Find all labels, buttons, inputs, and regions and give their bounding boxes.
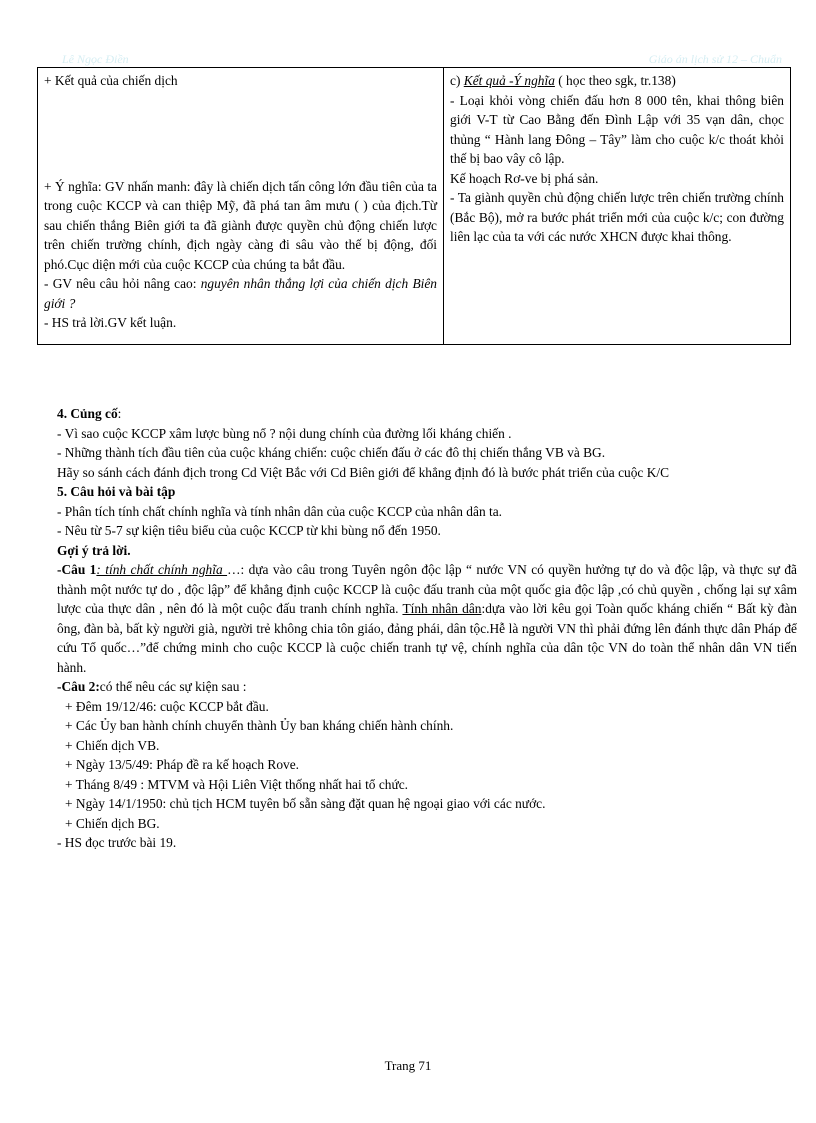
section5-line: - Nêu từ 5-7 sự kiện tiêu biểu của cuộc KCCP từ khi bùng nổ đến 1950. (57, 523, 441, 538)
section4-line: - Những thành tích đầu tiên của cuộc kháng chiến: cuộc chiến đấu ở các đô thị chiến thắng VB và BG. (57, 445, 606, 460)
event-item: + Chiến dịch VB. (65, 737, 160, 753)
event-item: + Tháng 8/49 : MTVM và Hội Liên Việt thống nhất hai tổ chức. (65, 776, 409, 792)
lesson-table (37, 67, 791, 345)
result-heading: + Kết quả của chiến dịch (44, 73, 178, 88)
event-item: + Ngày 13/5/49: Pháp đề ra kế hoạch Rove. (65, 757, 300, 772)
result-text: - Loại khỏi vòng chiến đấu hơn 8 000 tên, khai thông biên giới V-T từ Cao Bằng đến Đình Lập với 35 vạn dân, chọc thủng “ Hành lang Đông – Tây” làm cho cuộc k/c thoát khỏi thế bị bao vây cô lập. (450, 92, 784, 166)
event-item: + Đêm 19/12/46: cuộc KCCP bắt đầu. (65, 698, 269, 714)
plan-text: Kế hoạch Rơ-ve bị phá sản. (450, 170, 599, 186)
section4-line: Hãy so sánh cách đánh địch trong Cd Việt Bắc với Cd Biên giới để khẳng định đó là bước phát triển của cuộc K/C (57, 464, 670, 480)
event-item: + Các Ủy ban hành chính chuyển thành Ủy ban kháng chiến hành chính. (65, 718, 454, 733)
content-cell (444, 68, 791, 345)
result-meaning-heading: c) Kết quả -Ý nghĩa ( học theo sgk, tr.138) (450, 73, 676, 88)
answers-title: Gợi ý trả lời. (57, 542, 131, 558)
event-item: + Ngày 14/1/1950: chủ tịch HCM tuyên bố sẵn sàng đặt quan hệ ngoại giao với các nước. (65, 796, 546, 811)
homework-line: - HS đọc trước bài 19. (57, 835, 177, 850)
header-title: Giáo án lịch sử 12 – Chuẩn (648, 52, 782, 66)
section5-title: 5. Câu hỏi và bài tập (57, 484, 176, 499)
meaning-text-right: - Ta giành quyền chủ động chiến lược trên chiến trường chính (Bắc Bộ), mở ra bước phát triển mới của cuộc k/c; con đường liên lạc của ta với các nước XHCN được khai thông. (450, 190, 784, 244)
section5-line: - Phân tích tính chất chính nghĩa và tính nhân dân của cuộc KCCP của nhân dân ta. (57, 503, 502, 519)
section4-title: 4. Củng cố: (57, 406, 122, 421)
page-number: Trang 71 (384, 1058, 432, 1073)
answer-2: -Câu 2:có thể nêu các sự kiện sau : (57, 679, 247, 694)
conclusion-text: - HS trả lời.GV kết luận. (44, 315, 177, 330)
answer-1: -Câu 1: tính chất chính nghĩa …: dựa vào câu trong Tuyên ngôn độc lập “ nước VN có quyền hưởng tự do và độc lập, và thực sự đã thành một nước tự do , độc lập” để khẳng định cuộc KCCP là cuộc đấu tranh của một quốc gia độc lập ,có chủ quyền , chống lại sự xâm lược của thực dân , nên đó là một cuộc đấu tranh chính nghĩa. Tính nhân dân:dựa vào lời kêu gọi Toàn quốc kháng chiến “ Bất kỳ đàn ông, đàn bà, bất kỳ người già, người trẻ không chia tôn giáo, đảng phái, dân tộc.Hễ là người VN thì phải đứng lên đánh thực dân Pháp để cứu Tổ quốc…”để chứng minh cho cuộc KCCP là cuộc chiến tranh tự vệ, chính nghĩa của dân tộc VN do toàn thể nhân dân VN tiến hành. (57, 562, 797, 675)
advanced-question: - GV nêu câu hỏi nâng cao: nguyên nhân thắng lợi của chiến dịch Biên giới ? (44, 276, 437, 311)
teacher-activity-cell (38, 68, 444, 345)
lesson-body (57, 404, 797, 853)
meaning-text: + Ý nghĩa: GV nhấn manh: đây là chiến dịch tấn công lớn đầu tiên của ta trong cuộc KCCP và can thiệp Mỹ, đã phá tan âm mưu ( ) của địch.Từ sau chiến thắng Biên giới ta đã giành được quyền chủ động chiến lược trên chiến trường chính, địch ngày càng đi sâu vào thế bị động, đối phó.Cục diện mới của cuộc KCCP của chúng ta bắt đầu. (44, 178, 437, 272)
event-item: + Chiến dịch BG. (65, 815, 160, 831)
section4-line: - Vì sao cuộc KCCP xâm lược bùng nổ ? nội dung chính của đường lối kháng chiến . (57, 425, 512, 441)
header-author: Lê Ngọc Điền (62, 52, 129, 66)
